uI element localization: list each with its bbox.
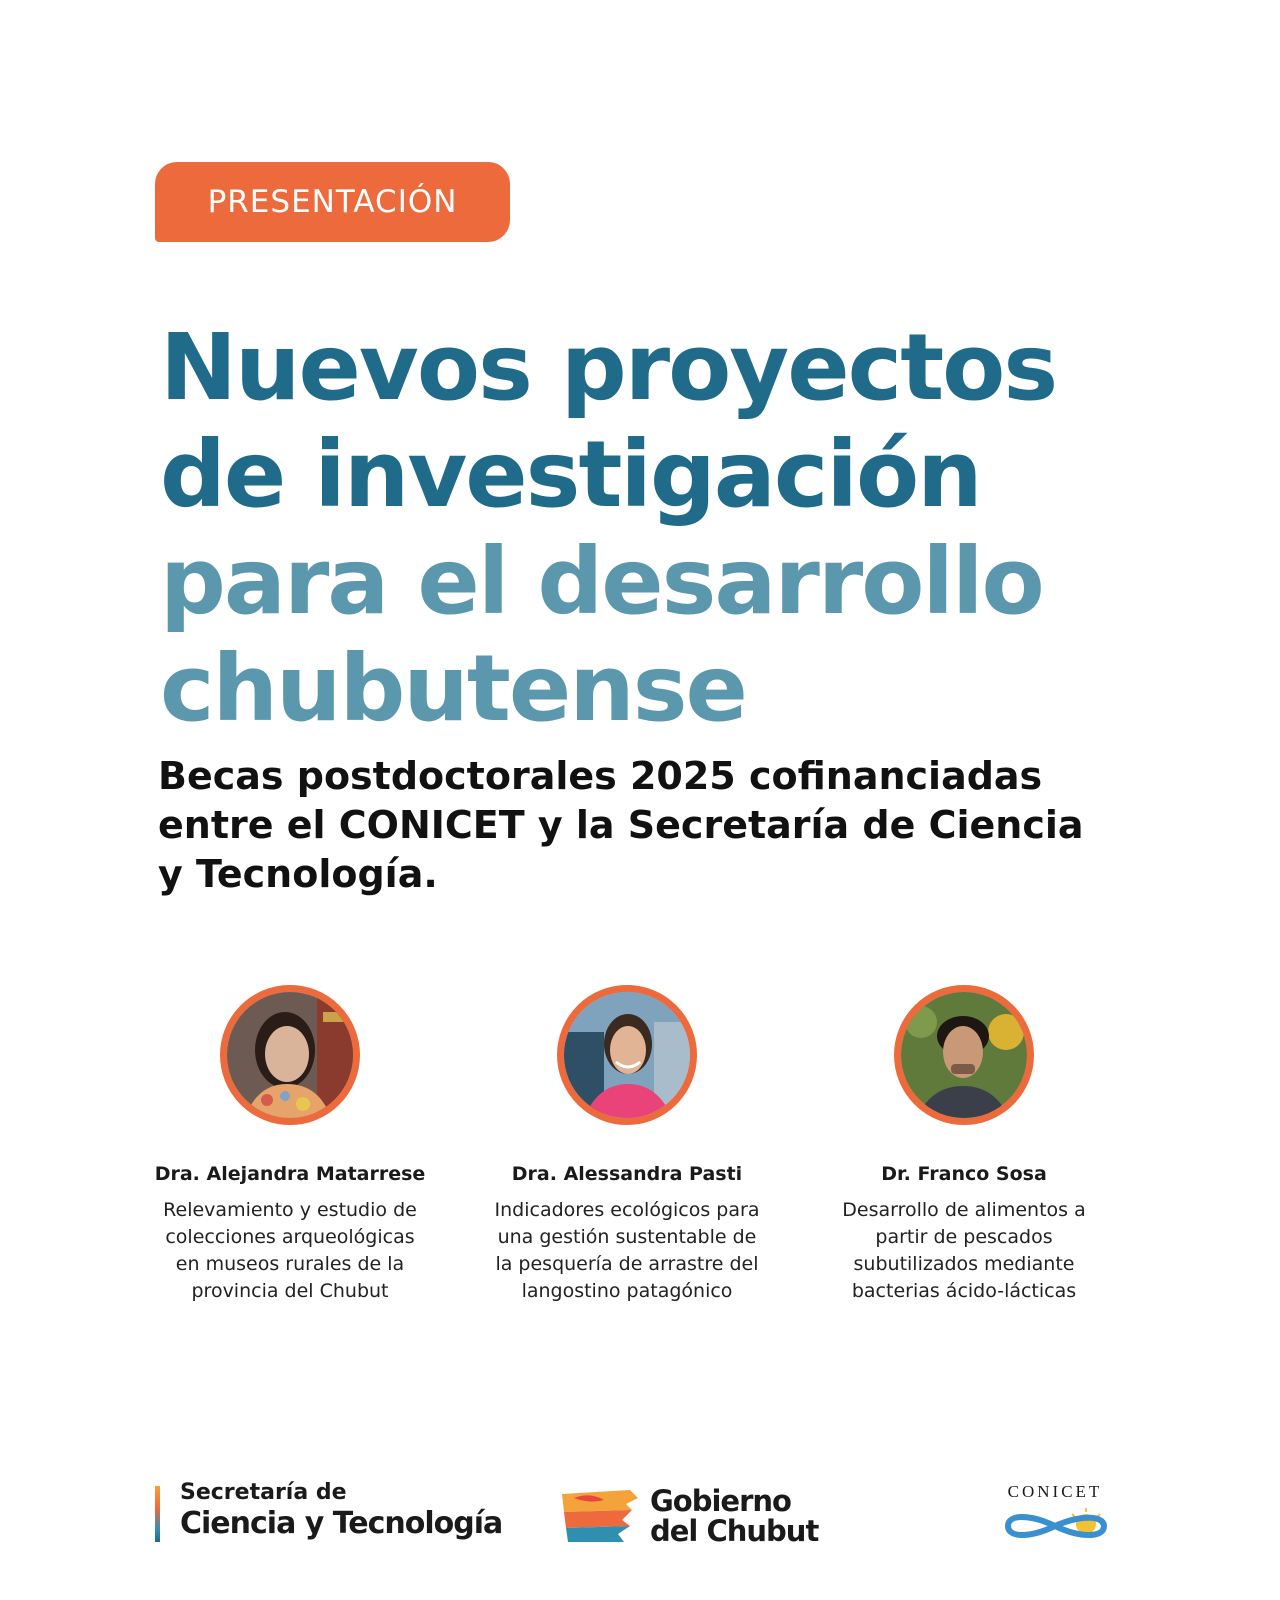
project-line: partir de pescados	[875, 1226, 1053, 1248]
page-title	[160, 314, 1220, 742]
researcher-name: Dra. Alejandra Matarrese	[154, 1163, 426, 1185]
conicet-infinity-icon	[1000, 1506, 1110, 1546]
conicet-logo	[995, 1482, 1115, 1562]
project-line: subutilizados mediante	[853, 1253, 1075, 1275]
sponsor-logos	[0, 1470, 1280, 1580]
page-subtitle	[158, 752, 1158, 899]
project-line: la pesquería de arrastre del	[495, 1253, 759, 1275]
title-line-3: para el desarrollo	[160, 528, 1043, 635]
project-line: langostino patagónico	[521, 1280, 733, 1302]
researcher-card	[477, 985, 777, 1305]
presentation-badge	[155, 162, 510, 242]
project-line: una gestión sustentable de	[497, 1226, 757, 1248]
conicet-label: CONICET	[1007, 1482, 1103, 1501]
secretaria-line-1: Secretaría de	[180, 1480, 347, 1505]
researcher-card	[140, 985, 440, 1305]
researcher-photo	[220, 985, 360, 1125]
person-photo-icon	[227, 992, 353, 1118]
researcher-photo	[894, 985, 1034, 1125]
researcher-project	[477, 1197, 777, 1305]
project-line: bacterias ácido-lácticas	[851, 1280, 1077, 1302]
project-line: Relevamiento y estudio de	[163, 1199, 417, 1221]
chubut-province-icon	[560, 1488, 640, 1544]
person-photo-icon	[564, 992, 690, 1118]
secretaria-bar-icon	[155, 1486, 160, 1542]
researcher-name: Dra. Alessandra Pasti	[511, 1163, 743, 1185]
subtitle-line-1: Becas postdoctorales 2025 cofinanciadas	[158, 754, 1043, 798]
researcher-project	[814, 1197, 1114, 1305]
project-line: Desarrollo de alimentos a	[842, 1199, 1086, 1221]
title-line-2: de investigación	[160, 421, 981, 528]
gobierno-line-2: del Chubut	[650, 1514, 819, 1548]
subtitle-line-2: entre el CONICET y la Secretaría de Ciencia	[158, 803, 1084, 847]
badge-label: PRESENTACIÓN	[207, 184, 458, 220]
secretaria-line-2: Ciencia y Tecnología	[180, 1506, 503, 1541]
subtitle-line-3: y Tecnología.	[158, 852, 438, 896]
project-line: provincia del Chubut	[191, 1280, 389, 1302]
researcher-photo	[557, 985, 697, 1125]
researcher-name: Dr. Franco Sosa	[881, 1163, 1047, 1185]
title-line-4: chubutense	[160, 635, 746, 742]
gobierno-logo	[560, 1480, 820, 1560]
researcher-project	[140, 1197, 440, 1305]
person-photo-icon	[901, 992, 1027, 1118]
project-line: en museos rurales de la	[175, 1253, 405, 1275]
project-line: colecciones arqueológicas	[165, 1226, 415, 1248]
gobierno-line-1: Gobierno	[650, 1484, 791, 1518]
project-line: Indicadores ecológicos para	[494, 1199, 760, 1221]
researchers-section	[0, 985, 1280, 1315]
title-line-1: Nuevos proyectos	[160, 314, 1057, 421]
researcher-card	[814, 985, 1114, 1305]
